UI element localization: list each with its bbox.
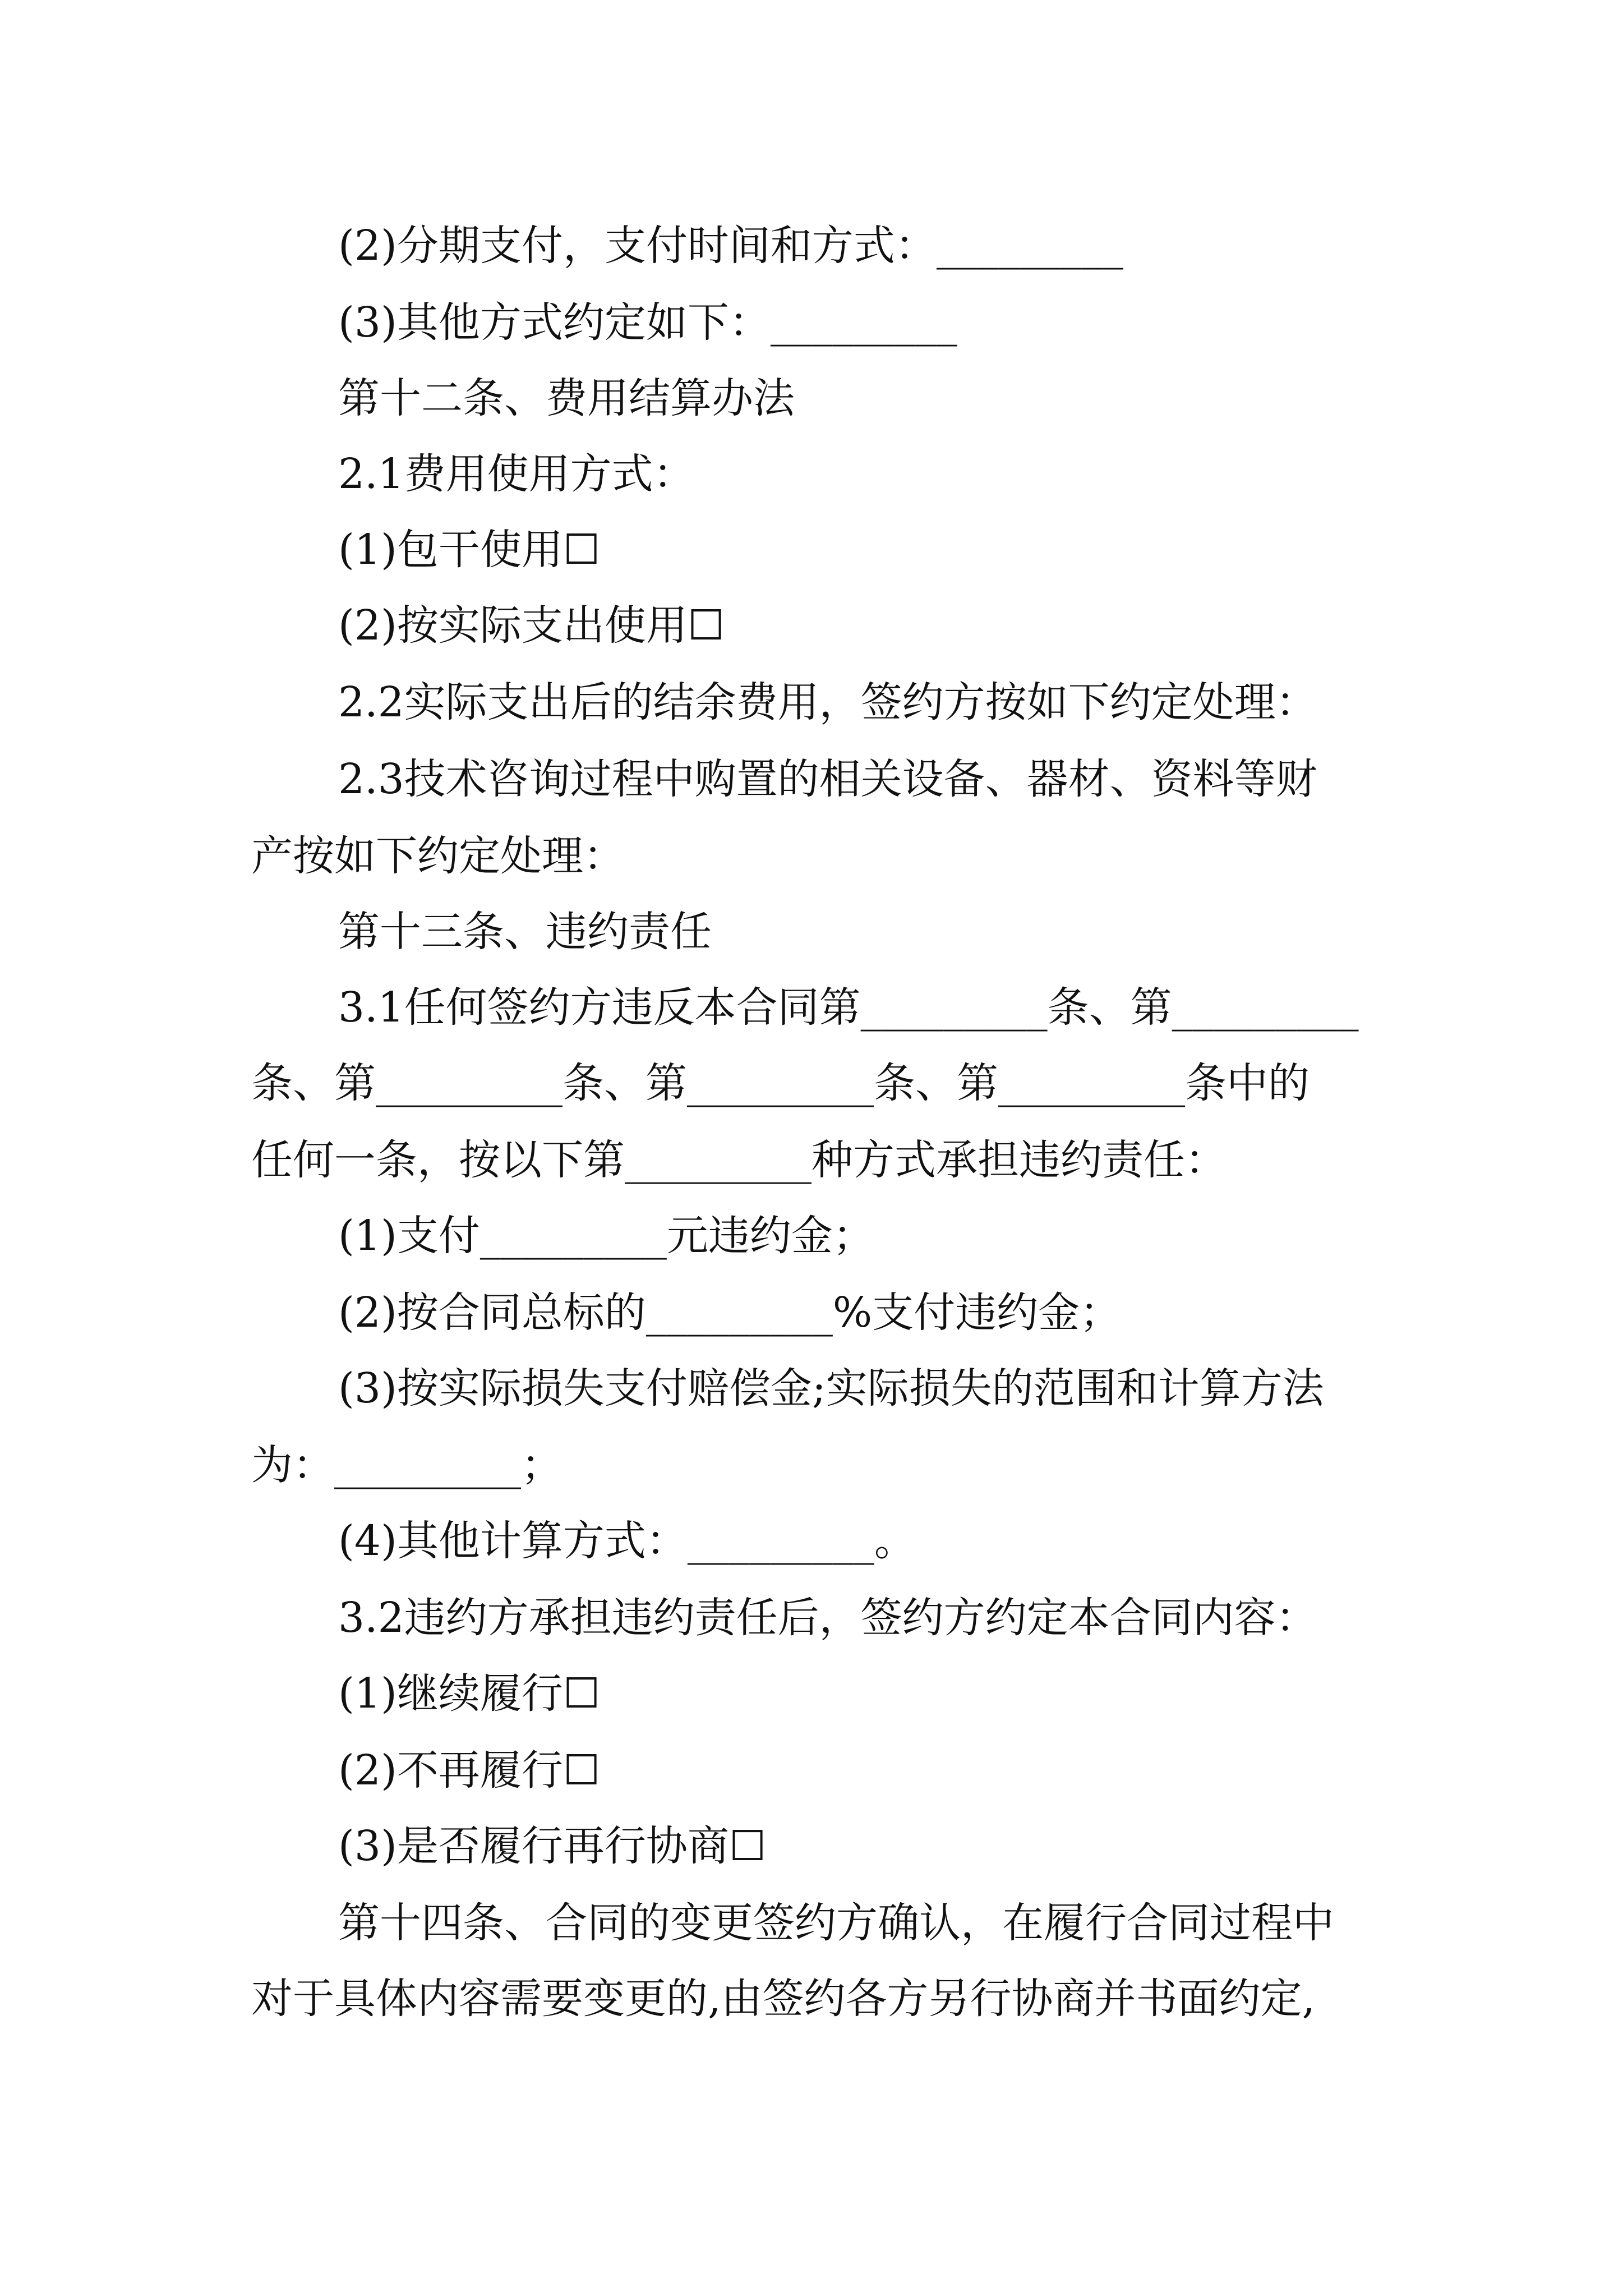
text-line-19: 3.2违约方承担违约责任后，签约方约定本合同内容： (338, 1594, 1317, 1642)
text-line-2: (3)其他方式约定如下：_________ (338, 298, 957, 347)
text-line-5: (1)包干使用☐ (338, 526, 601, 574)
text-line-3: 第十二条、费用结算办法 (338, 374, 795, 422)
text-line-23: 第十四条、合同的变更签约方确认，在履行合同过程中 (338, 1899, 1334, 1947)
text-line-24: 对于具体内容需要变更的,由签约各方另行协商并书面约定, (251, 1975, 1316, 2023)
text-line-14: (1)支付_________元违约金； (338, 1212, 874, 1260)
text-line-12: 条、第_________条、第_________条、第_________条中的 (251, 1059, 1310, 1107)
text-line-6: (2)按实际支出使用☐ (338, 601, 725, 650)
text-line-8: 2.3技术咨询过程中购置的相关设备、器材、资料等财 (338, 755, 1317, 803)
text-line-7: 2.2实际支出后的结余费用，签约方按如下约定处理： (338, 678, 1317, 726)
text-line-22: (3)是否履行再行协商☐ (338, 1822, 767, 1870)
text-line-15: (2)按合同总标的_________%支付违约金； (338, 1289, 1122, 1337)
text-line-18: (4)其他计算方式：_________。 (338, 1517, 916, 1565)
text-line-1: (2)分期支付，支付时间和方式：_________ (338, 222, 1123, 270)
text-line-20: (1)继续履行☐ (338, 1669, 601, 1718)
text-line-11: 3.1任何签约方违反本合同第_________条、第_________ (338, 983, 1359, 1032)
text-line-9: 产按如下约定处理： (251, 832, 625, 880)
text-line-21: (2)不再履行☐ (338, 1746, 601, 1795)
text-line-4: 2.1费用使用方式： (338, 450, 695, 498)
text-line-17: 为：_________； (251, 1441, 562, 1489)
text-line-16: (3)按实际损失支付赔偿金;实际损失的范围和计算方法 (338, 1364, 1324, 1412)
text-line-13: 任何一条，按以下第_________种方式承担违约责任： (251, 1136, 1227, 1184)
text-line-10: 第十三条、违约责任 (338, 908, 712, 956)
